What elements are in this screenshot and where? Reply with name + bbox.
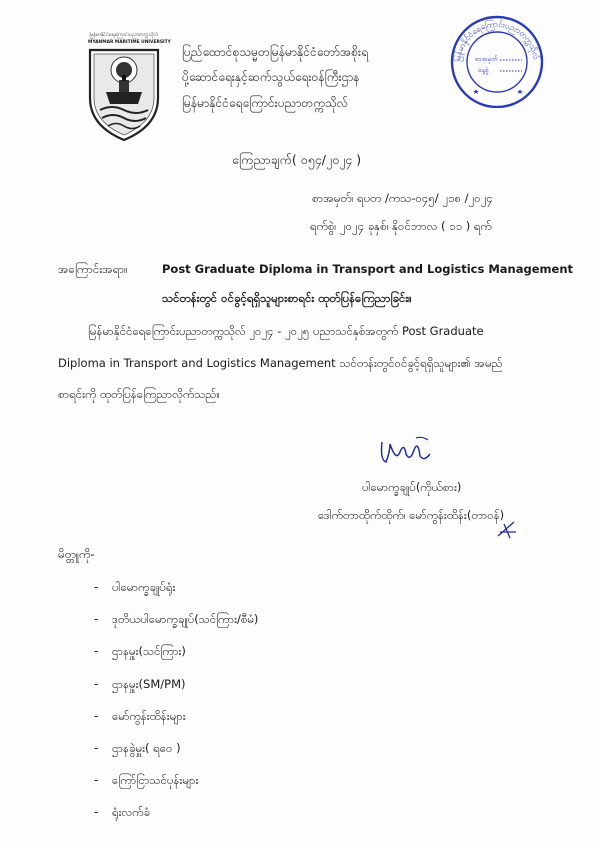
- header-university: မြန်မာနိုင်ငံရေကြောင်းပညာတက္ကသိုလ်: [182, 96, 349, 110]
- header-ministry: ပို့ဆောင်ရေးနှင့်ဆက်သွယ်ရေးဝန်ကြီးဌာန: [182, 70, 360, 84]
- signatory-role: ပါမောက္ခချုပ်(ကိုယ်စား): [362, 480, 462, 494]
- signatory-name: ဒေါက်တာထိုက်ထိုက်၊ မော်ကွန်းထိန်း(တာဝန်): [318, 508, 505, 522]
- body-line-2: Diploma in Transport and Logistics Management သင်တန်းတွင်ဝင်ခွင့်ရရှိသူများ၏ အမည်: [58, 356, 503, 370]
- body-line-1: မြန်မာနိုင်ငံရေကြောင်းပညာတက္ကသိုလ် ၂၀၂၄ - ၂၀၂၅ ပညာသင်နှစ်အတွက် Post Graduate: [88, 324, 484, 338]
- stamp-seal-icon: [448, 12, 546, 108]
- logo-caption-myanmar: မြန်မာနိုင်ငံရေကြောင်းပညာတက္ကသိုလ်: [89, 32, 159, 38]
- body-line-3: စာရင်းကို ထုတ်ပြန်ကြေညာလိုက်သည်။: [58, 387, 221, 401]
- stamp-row2-label: နေ့စွဲ: [478, 66, 489, 74]
- cc-dash-icon: -: [94, 741, 99, 755]
- subject-title-english: Post Graduate Diploma in Transport and Logistics Management: [162, 262, 574, 276]
- cc-dash-icon: -: [94, 612, 99, 626]
- signature-icon: [376, 432, 436, 472]
- subject-label: အကြောင်းအရာ။: [58, 262, 128, 276]
- cc-item: ပါမောက္ခချုပ်ရုံး: [112, 580, 176, 594]
- cc-dash-icon: -: [94, 773, 99, 787]
- cc-item: ရုံးလက်ခံ: [112, 805, 151, 819]
- subject-title-myanmar: သင်တန်းတွင် ဝင်ခွင့်ရရှိသူများစာရင်း ထုတ်ပြန်ကြေညာခြင်း။: [162, 291, 412, 305]
- initial-mark-icon: [494, 518, 520, 542]
- notice-title: ကြေညာချက်( ၀၅၄/၂၀၂၄ ): [232, 152, 362, 167]
- cc-dash-icon: -: [94, 709, 99, 723]
- cc-item: ဒုတိယပါမောက္ခချုပ်(သင်ကြား/စီမံ): [112, 612, 259, 626]
- cc-dash-icon: -: [94, 644, 99, 658]
- cc-dash-icon: -: [94, 805, 99, 819]
- university-logo: [86, 32, 171, 142]
- stamp-row1-label: စာအမှတ်: [475, 55, 498, 63]
- stamp-ring-text: မြန်မာနိုင်ငံရေကြောင်းပညာတက္ကသိုလ်: [453, 19, 541, 62]
- cc-item: ကြော်ငြာသင်ပုန်းများ: [112, 773, 199, 787]
- cc-dash-icon: -: [94, 677, 99, 691]
- logo-caption-english: MYANMAR MARITIME UNIVERSITY: [88, 40, 171, 45]
- header-government: ပြည်ထောင်စုသမ္မတမြန်မာနိုင်ငံတော်အစိုးရ: [182, 45, 369, 59]
- received-stamp: [448, 12, 546, 108]
- cc-item: မော်ကွန်းထိန်းများ: [112, 709, 186, 723]
- reference-number: စာအမှတ်၊ ရပတ /ကသ-၀၄၅/ ၂၁၈ /၂၀၂၄: [312, 191, 493, 205]
- logo-shield-icon: [86, 46, 162, 142]
- cc-item: ဌာနမှူး(သင်ကြား): [112, 644, 186, 658]
- cc-dash-icon: -: [94, 580, 99, 594]
- cc-item: ဌာနမှူး(SM/PM): [112, 677, 186, 691]
- cc-item: ဌာနခွဲမှူး( ရဝေ ): [112, 741, 181, 755]
- cc-label: မိတ္တူကို-: [58, 547, 95, 561]
- issue-date: ရက်စွဲ၊ ၂၀၂၄ ခုနှစ်၊ နိုဝင်ဘာလ ( ၁၁ ) ရက်: [310, 219, 492, 233]
